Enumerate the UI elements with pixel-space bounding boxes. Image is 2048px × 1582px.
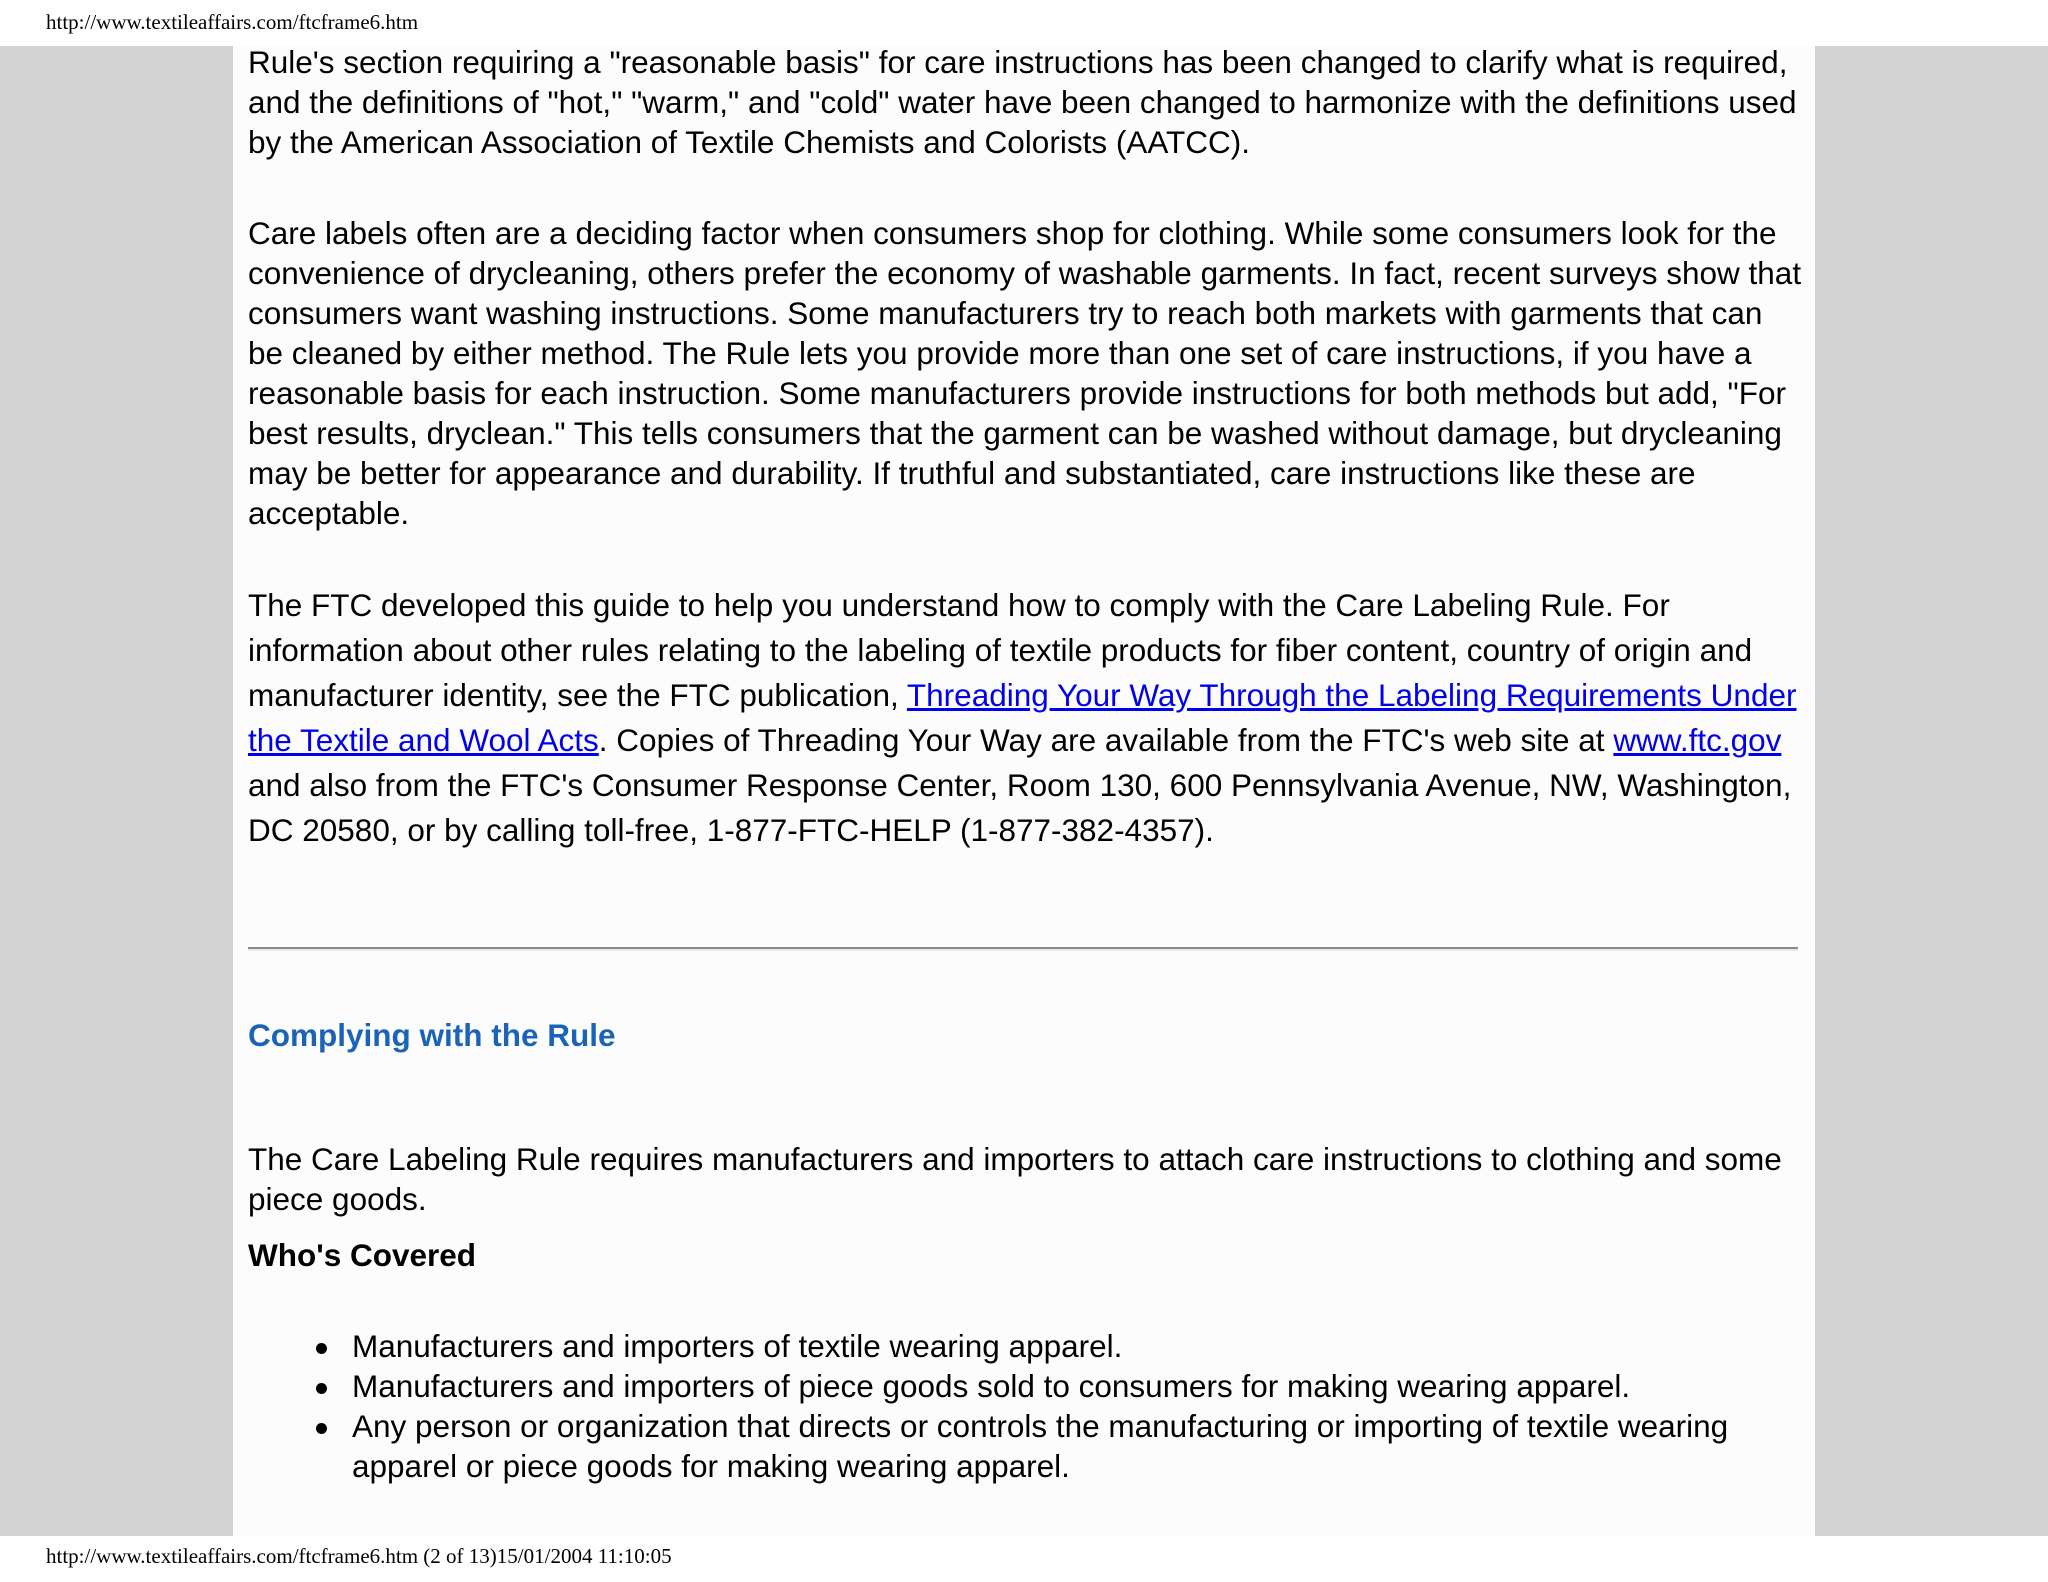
list-item: [248, 1366, 1803, 1406]
intro-paragraph-3: [248, 583, 1803, 853]
paragraph-3-text-end: and also from the FTC's Consumer Response Center, Room 130, 600 Pennsylvania Avenue, NW, Washington, DC 20580, or by calling toll-free, 1-877-FTC-HELP (1-877-382-4357).: [248, 767, 1792, 848]
section-paragraph: The Care Labeling Rule requires manufacturers and importers to attach care instructions to clothing and some piece goods.: [248, 1140, 1782, 1217]
page-url-footer: http://www.textileaffairs.com/ftcframe6.htm (2 of 13)15/01/2004 11:10:05: [46, 1544, 672, 1568]
paragraph-3-text-start: The FTC developed this guide to help you understand how to comply with the Care Labeling Rule. For information about other rules relating to the labeling of textile products for fiber content, country of origin and manufacturer identity, see the FTC publication,: [248, 587, 1753, 713]
threading-your-way-link[interactable]: Threading Your Way Through the Labeling Requirements Under the Textile and Wool Acts: [248, 677, 1797, 758]
page-url-header: http://www.textileaffairs.com/ftcframe6.htm: [46, 10, 419, 34]
list-item: [248, 1326, 1803, 1366]
horizontal-divider: [248, 947, 1798, 951]
intro-paragraph-1: Rule's section requiring a "reasonable basis" for care instructions has been changed to clarify what is required, and the definitions of "hot," "warm," and "cold" water have been changed to harmonize with the definitions used by the American Association of Textile Chemists and Colorists (AATCC).: [248, 44, 1797, 160]
bullet-icon: [316, 1423, 327, 1434]
list-item-text: Any person or organization that directs or controls the manufacturing or importing of textile wearing apparel or piece goods for making wearing apparel.: [352, 1408, 1729, 1484]
list-item-text: Manufacturers and importers of textile wearing apparel.: [352, 1328, 1123, 1364]
section-heading: Complying with the Rule: [248, 1017, 616, 1053]
bullet-icon: [316, 1383, 327, 1394]
bullet-icon: [316, 1343, 327, 1354]
paragraph-3-text-middle: . Copies of Threading Your Way are available from the FTC's web site at: [598, 722, 1614, 758]
covered-list: [248, 1326, 1803, 1486]
ftc-gov-link[interactable]: www.ftc.gov: [1613, 722, 1782, 758]
list-item: [248, 1406, 1803, 1486]
intro-paragraph-2: Care labels often are a deciding factor when consumers shop for clothing. While some consumers look for the convenience of drycleaning, others prefer the economy of washable garments. In fact, recent surveys show that consumers want washing instructions. Some manufacturers try to reach both markets with garments that can be cleaned by either method. The Rule lets you provide more than one set of care instructions, if you have a reasonable basis for each instruction. Some manufacturers provide instructions for both methods but add, "For best results, dryclean." This tells consumers that the garment can be washed without damage, but drycleaning may be better for appearance and durability. If truthful and substantiated, care instructions like these are acceptable.: [248, 215, 1802, 531]
subheading-whos-covered: Who's Covered: [248, 1237, 477, 1273]
list-item-text: Manufacturers and importers of piece goods sold to consumers for making wearing apparel.: [352, 1368, 1631, 1404]
